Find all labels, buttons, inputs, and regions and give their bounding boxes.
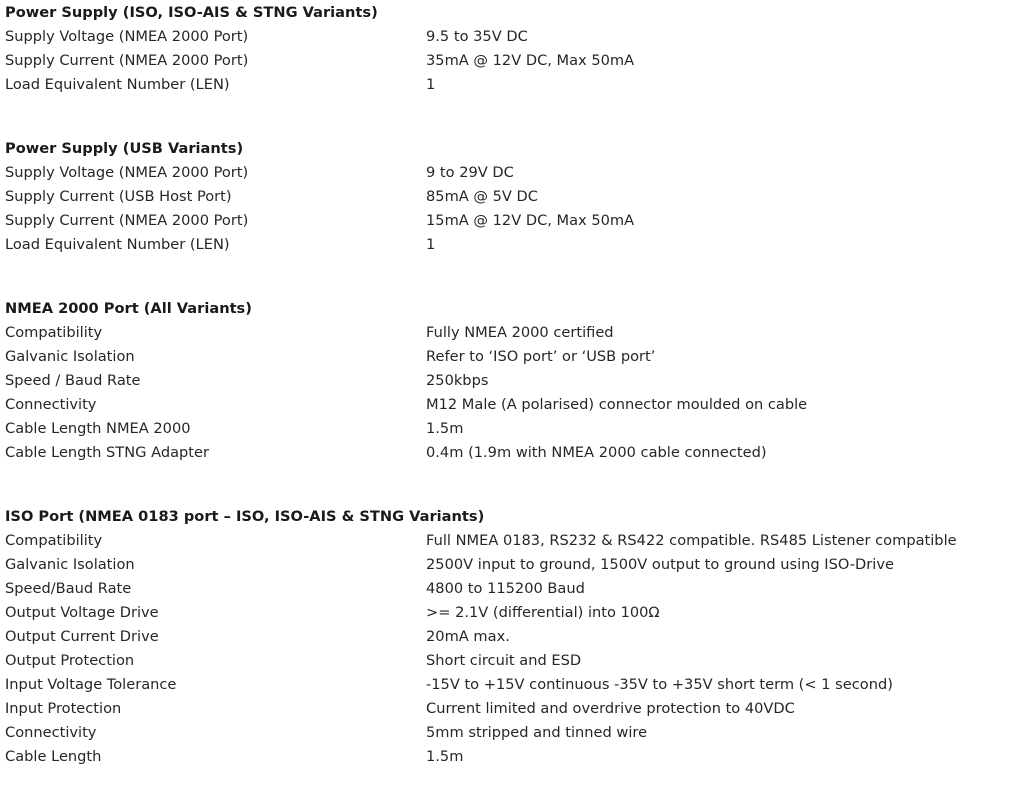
spec-row — [0, 553, 1035, 577]
spec-value: 1.5m — [426, 748, 464, 765]
spec-value: -15V to +15V continuous -35V to +35V short term (< 1 second) — [426, 676, 893, 693]
spec-value: Full NMEA 0183, RS232 & RS422 compatible. RS485 Listener compatible — [426, 532, 957, 549]
section-title: ISO Port (NMEA 0183 port – ISO, ISO-AIS & STNG Variants) — [5, 508, 485, 525]
spec-value: 20mA max. — [426, 628, 510, 645]
spec-row — [0, 417, 1035, 441]
section-title: NMEA 2000 Port (All Variants) — [5, 300, 252, 317]
spec-label: Cable Length STNG Adapter — [5, 444, 209, 461]
spec-row — [0, 745, 1035, 769]
spec-label: Compatibility — [5, 532, 103, 549]
spec-label: Supply Current (NMEA 2000 Port) — [5, 212, 249, 229]
spec-value: Refer to ‘ISO port’ or ‘USB port’ — [426, 348, 656, 365]
spec-row — [0, 73, 1035, 97]
spec-section-iso-port — [0, 505, 1035, 769]
spec-label: Cable Length NMEA 2000 — [5, 420, 191, 437]
section-title: Power Supply (USB Variants) — [5, 140, 244, 157]
spec-row — [0, 625, 1035, 649]
spec-section-power-supply-iso — [0, 1, 1035, 97]
spec-value: 1 — [426, 76, 436, 93]
spec-value: 15mA @ 12V DC, Max 50mA — [426, 212, 635, 229]
spec-label: Load Equivalent Number (LEN) — [5, 236, 230, 253]
spec-value: 2500V input to ground, 1500V output to ground using ISO-Drive — [426, 556, 894, 573]
spec-row — [0, 649, 1035, 673]
spec-row — [0, 345, 1035, 369]
spec-row — [0, 25, 1035, 49]
spec-value: 9 to 29V DC — [426, 164, 514, 181]
spec-value: 0.4m (1.9m with NMEA 2000 cable connected) — [426, 444, 767, 461]
spec-value: 9.5 to 35V DC — [426, 28, 528, 45]
spec-label: Compatibility — [5, 324, 103, 341]
spec-value: 35mA @ 12V DC, Max 50mA — [426, 52, 635, 69]
spec-row — [0, 233, 1035, 257]
spec-label: Speed/Baud Rate — [5, 580, 132, 597]
spec-value: 1.5m — [426, 420, 464, 437]
spec-value: 1 — [426, 236, 436, 253]
spec-value: >= 2.1V (differential) into 100Ω — [426, 604, 660, 621]
spec-row — [0, 697, 1035, 721]
spec-row — [0, 321, 1035, 345]
spec-label: Supply Voltage (NMEA 2000 Port) — [5, 28, 249, 45]
spec-label: Output Protection — [5, 652, 135, 669]
spec-value: 5mm stripped and tinned wire — [426, 724, 648, 741]
spec-section-power-supply-usb — [0, 137, 1035, 257]
spec-row — [0, 673, 1035, 697]
spec-value: 250kbps — [426, 372, 489, 389]
spec-label: Galvanic Isolation — [5, 556, 135, 573]
spec-row — [0, 441, 1035, 465]
spec-label: Galvanic Isolation — [5, 348, 135, 365]
spec-label: Supply Voltage (NMEA 2000 Port) — [5, 164, 249, 181]
spec-label: Load Equivalent Number (LEN) — [5, 76, 230, 93]
spec-row — [0, 161, 1035, 185]
section-title: Power Supply (ISO, ISO-AIS & STNG Variants) — [5, 4, 378, 21]
spec-value: 4800 to 115200 Baud — [426, 580, 585, 597]
spec-label: Supply Current (NMEA 2000 Port) — [5, 52, 249, 69]
spec-label: Connectivity — [5, 396, 97, 413]
spec-row — [0, 529, 1035, 553]
spec-label: Speed / Baud Rate — [5, 372, 141, 389]
spec-value: Fully NMEA 2000 certified — [426, 324, 614, 341]
spec-section-nmea2000-port — [0, 297, 1035, 465]
spec-row — [0, 393, 1035, 417]
spec-value: Short circuit and ESD — [426, 652, 582, 669]
spec-label: Connectivity — [5, 724, 97, 741]
spec-value: Current limited and overdrive protection to 40VDC — [426, 700, 795, 717]
spec-row — [0, 721, 1035, 745]
spec-row — [0, 185, 1035, 209]
spec-row — [0, 577, 1035, 601]
spec-value: 85mA @ 5V DC — [426, 188, 538, 205]
spec-row — [0, 49, 1035, 73]
spec-value: M12 Male (A polarised) connector moulded on cable — [426, 396, 808, 413]
spec-label: Cable Length — [5, 748, 102, 765]
spec-row — [0, 369, 1035, 393]
spec-row — [0, 601, 1035, 625]
spec-label: Input Voltage Tolerance — [5, 676, 177, 693]
spec-label: Output Voltage Drive — [5, 604, 159, 621]
spec-row — [0, 209, 1035, 233]
spec-label: Input Protection — [5, 700, 122, 717]
spec-label: Output Current Drive — [5, 628, 159, 645]
spec-label: Supply Current (USB Host Port) — [5, 188, 232, 205]
